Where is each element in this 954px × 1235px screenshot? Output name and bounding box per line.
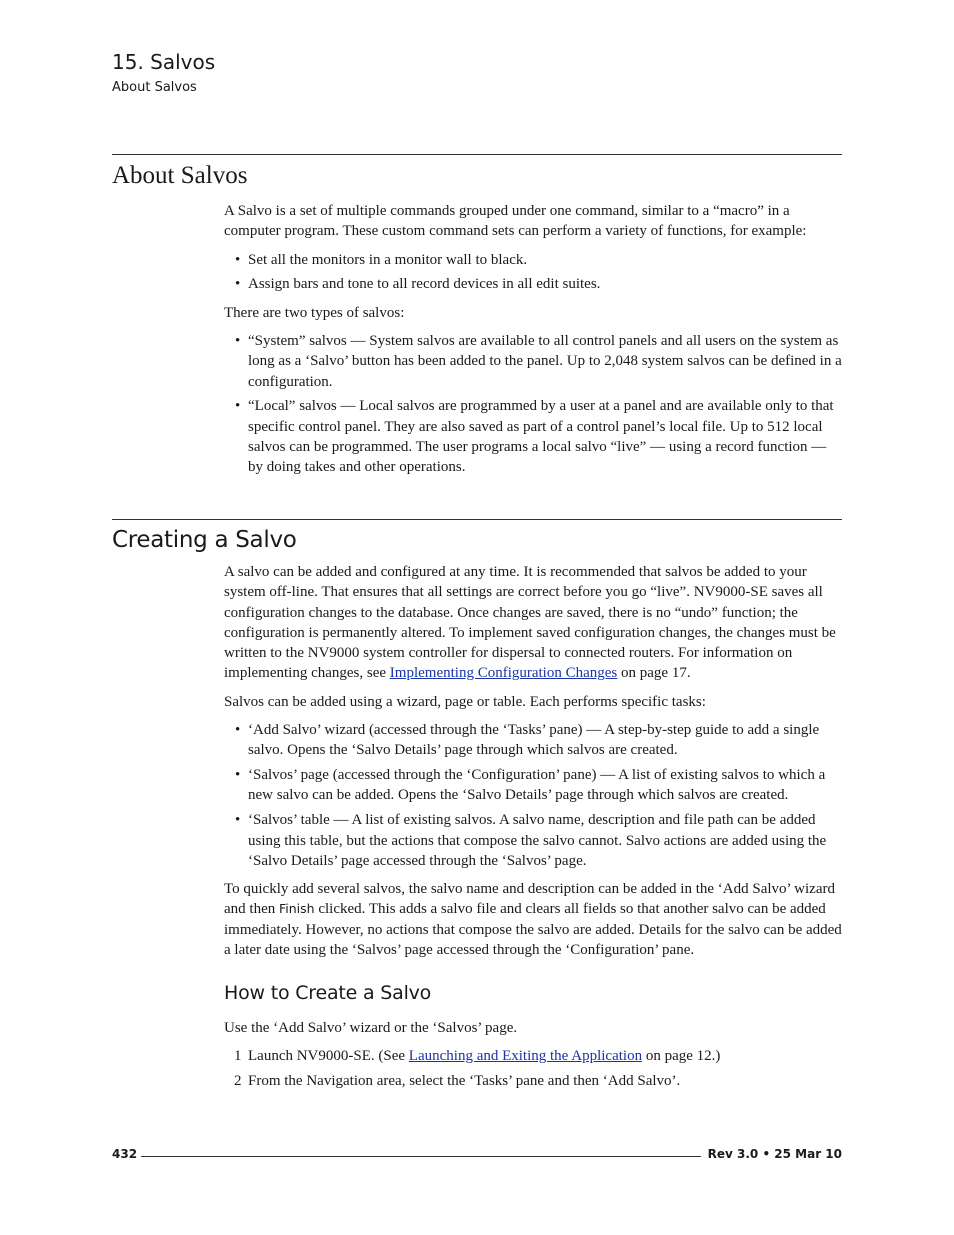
step-number: 2 bbox=[234, 1073, 242, 1090]
page-number: 432 bbox=[112, 1147, 138, 1161]
section-divider bbox=[112, 154, 842, 155]
types-intro: There are two types of salvos: bbox=[224, 304, 405, 321]
creating-para-3 bbox=[224, 879, 844, 960]
steps-list bbox=[224, 1046, 844, 1091]
step-text: Launch NV9000-SE. (See bbox=[248, 1048, 406, 1065]
section-title-creating: Creating a Salvo bbox=[112, 527, 297, 553]
para-text: clicked. This adds a salvo file and clears all fields so that another salvo can be added immediately. However, no actions that compose the salvo are added. Details for the salvo can be added a later date using the ‘Salvos’ page accessed through the ‘Configuration’ pane. bbox=[224, 901, 842, 959]
howto-section-body bbox=[224, 1018, 844, 1099]
list-item: • ‘Salvos’ table — A list of existing salvos. A salvo name, description and file path can be added using this table, but the actions that compose the salvo cannot. Salvo actions are added using the ‘Salvo Details’ page accessed through the ‘Salvos’ page. bbox=[224, 810, 844, 871]
implementing-changes-link[interactable]: Implementing Configuration Changes bbox=[389, 665, 618, 682]
howto-intro: Use the ‘Add Salvo’ wizard or the ‘Salvos’ page. bbox=[224, 1020, 518, 1036]
para-text: on page 17. bbox=[621, 665, 691, 682]
step-text: on page 12.) bbox=[645, 1048, 721, 1065]
creating-para-1 bbox=[224, 562, 844, 684]
creating-section-body bbox=[224, 562, 844, 968]
para-text: To quickly add several salvos, the salvo name and description can be added in the ‘Add Salvo’ wizard and then bbox=[224, 881, 835, 918]
breadcrumb: About Salvos bbox=[112, 80, 197, 95]
finish-button-label: Finish bbox=[278, 901, 315, 917]
list-item bbox=[224, 1046, 844, 1066]
para-text: A salvo can be added and configured at any time. It is recommended that salvos be added to your system off-line. That ensures that all settings are correct before you go “live”. NV9000-SE saves all configuration changes to the database. Once changes are saved, there is no “undo” function; the configuration is permanently altered. To implement saved configuration changes, the changes must be written to the NV9000 system controller for dispersal to connected routers. For information on implementing changes, see bbox=[224, 564, 836, 682]
list-item: • Assign bars and tone to all record devices in all edit suites. bbox=[224, 274, 844, 294]
footer-divider bbox=[141, 1156, 701, 1157]
chapter-title: 15. Salvos bbox=[112, 50, 216, 74]
list-item: • “System” salvos — System salvos are available to all control panels and all users on the system as long as a ‘Salvo’ button has been added to the panel. Up to 2,048 system salvos can be defined in a configuration. bbox=[224, 331, 844, 392]
subsection-title-howto: How to Create a Salvo bbox=[224, 982, 432, 1004]
step-number: 1 bbox=[234, 1048, 242, 1065]
creating-para-2: Salvos can be added using a wizard, page or table. Each performs specific tasks: bbox=[224, 693, 706, 710]
about-section-body bbox=[224, 201, 844, 486]
methods-list bbox=[224, 720, 844, 871]
section-divider bbox=[112, 519, 842, 520]
examples-list bbox=[224, 250, 844, 295]
list-item: • “Local” salvos — Local salvos are programmed by a user at a panel and are available only to that specific control panel. They are also saved as part of a control panel’s local file. Up to 512 local salvos can be programmed. The user programs a local salvo “live” — using a record function — by doing takes and other operations. bbox=[224, 396, 844, 477]
types-list bbox=[224, 331, 844, 478]
step-text: From the Navigation area, select the ‘Tasks’ pane and then ‘Add Salvo’. bbox=[248, 1073, 681, 1090]
list-item: • ‘Salvos’ page (accessed through the ‘Configuration’ pane) — A list of existing salvos to which a new salvo can be added. Opens the ‘Salvo Details’ page through which salvos are created. bbox=[224, 765, 844, 806]
revision-label: Rev 3.0 • 25 Mar 10 bbox=[707, 1147, 842, 1161]
list-item: • ‘Add Salvo’ wizard (accessed through the ‘Tasks’ pane) — A step-by-step guide to add a single salvo. Opens the ‘Salvo Details’ page through which salvos are created. bbox=[224, 720, 844, 761]
about-intro: A Salvo is a set of multiple commands grouped under one command, similar to a “macro” in a computer program. These custom command sets can perform a variety of functions, for example: bbox=[224, 203, 807, 240]
section-title-about: About Salvos bbox=[112, 162, 248, 189]
list-item bbox=[224, 1071, 844, 1091]
launching-exiting-link[interactable]: Launching and Exiting the Application bbox=[408, 1048, 643, 1065]
list-item: • Set all the monitors in a monitor wall to black. bbox=[224, 250, 844, 270]
